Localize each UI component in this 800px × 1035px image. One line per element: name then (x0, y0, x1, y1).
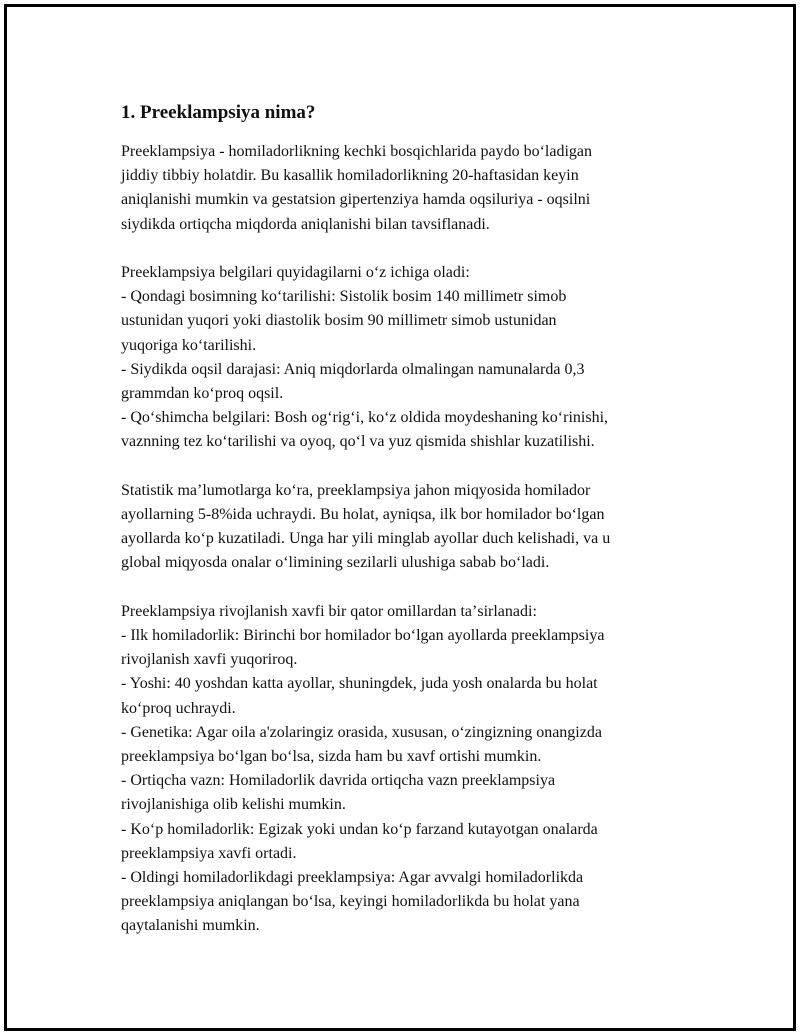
text-line: ayollarning 5-8%ida uchraydi. Bu holat, ayniqsa, ilk bor homilador boʻlgan (121, 506, 605, 524)
text-line: - Qondagi bosimning koʻtarilishi: Sistolik bosim 140 millimetr simob (121, 288, 567, 306)
text-line: Preeklampsiya - homiladorlikning kechki bosqichlarida paydo boʻladigan (121, 143, 592, 160)
text-line: jiddiy tibbiy holatdir. Bu kasallik homiladorlikning 20-haftasidan keyin (121, 167, 579, 185)
paragraph-definition (121, 140, 691, 237)
text-line: - Genetika: Agar oila a'zolaringiz orasida, xususan, oʻzingizning onangizda (121, 723, 602, 741)
text-line: preeklampsiya boʻlgan boʻlsa, sizda ham bu xavf ortishi mumkin. (121, 748, 542, 766)
text-line: - Yoshi: 40 yoshdan katta ayollar, shuningdek, juda yosh onalarda bu holat (121, 675, 598, 693)
text-line: vaznning tez koʻtarilishi va oyoq, qoʻl va yuz qismida shishlar kuzatilishi. (121, 433, 595, 451)
text-line: aniqlanishi mumkin va gestatsion gipertenziya hamda oqsiluriya - oqsilni (121, 191, 591, 209)
text-line: - Ilk homiladorlik: Birinchi bor homilador boʻlgan ayollarda preeklampsiya (121, 627, 605, 645)
text-line: yuqoriga koʻtarilishi. (121, 336, 257, 354)
text-line: grammdan koʻproq oqsil. (121, 385, 284, 403)
text-line: rivojlanish xavfi yuqoriroq. (121, 651, 298, 669)
page-frame (4, 4, 796, 1031)
text-line: koʻproq uchraydi. (121, 699, 236, 717)
paragraph-risk-factors (121, 600, 691, 939)
text-line: - Koʻp homiladorlik: Egizak yoki undan koʻp farzand kutayotgan onalarda (121, 820, 598, 838)
text-line: ayollarda koʻp kuzatiladi. Unga har yili minglab ayollar duch kelishadi, va u (121, 530, 611, 548)
text-line: global miqyosda onalar oʻlimining sezilarli ulushiga sabab boʻladi. (121, 554, 550, 572)
paragraph-symptoms (121, 261, 691, 455)
text-line: preeklampsiya aniqlangan boʻlsa, keyingi homiladorlikda bu holat yana (121, 893, 580, 911)
text-line: preeklampsiya xavfi ortadi. (121, 844, 297, 862)
text-line: - Oldingi homiladorlikdagi preeklampsiya: Agar avvalgi homiladorlikda (121, 869, 584, 887)
text-line: rivojlanishiga olib kelishi mumkin. (121, 796, 346, 814)
text-line: qaytalanishi mumkin. (121, 917, 260, 935)
text-line: Preeklampsiya rivojlanish xavfi bir qator omillardan taʼsirlanadi: (121, 602, 537, 620)
section-heading: 1. Preeklampsiya nima? (121, 102, 316, 123)
text-line: - Qoʻshimcha belgilari: Bosh ogʻrigʻi, koʻz oldida moydeshaning koʻrinishi, (121, 409, 609, 427)
paragraph-statistics (121, 479, 691, 576)
document-body (121, 101, 691, 963)
text-line: ustunidan yuqori yoki diastolik bosim 90 millimetr simob ustunidan (121, 312, 557, 330)
text-line: - Ortiqcha vazn: Homiladorlik davrida ortiqcha vazn preeklampsiya (121, 772, 556, 790)
text-line: siydikda ortiqcha miqdorda aniqlanishi bilan tavsiflanadi. (121, 215, 490, 233)
text-line: - Siydikda oqsil darajasi: Aniq miqdorlarda olmalingan namunalarda 0,3 (121, 360, 585, 378)
text-line: Statistik maʼlumotlarga koʻra, preeklampsiya jahon miqyosida homilador (121, 481, 591, 499)
text-line: Preeklampsiya belgilari quyidagilarni oʻz ichiga oladi: (121, 264, 470, 281)
